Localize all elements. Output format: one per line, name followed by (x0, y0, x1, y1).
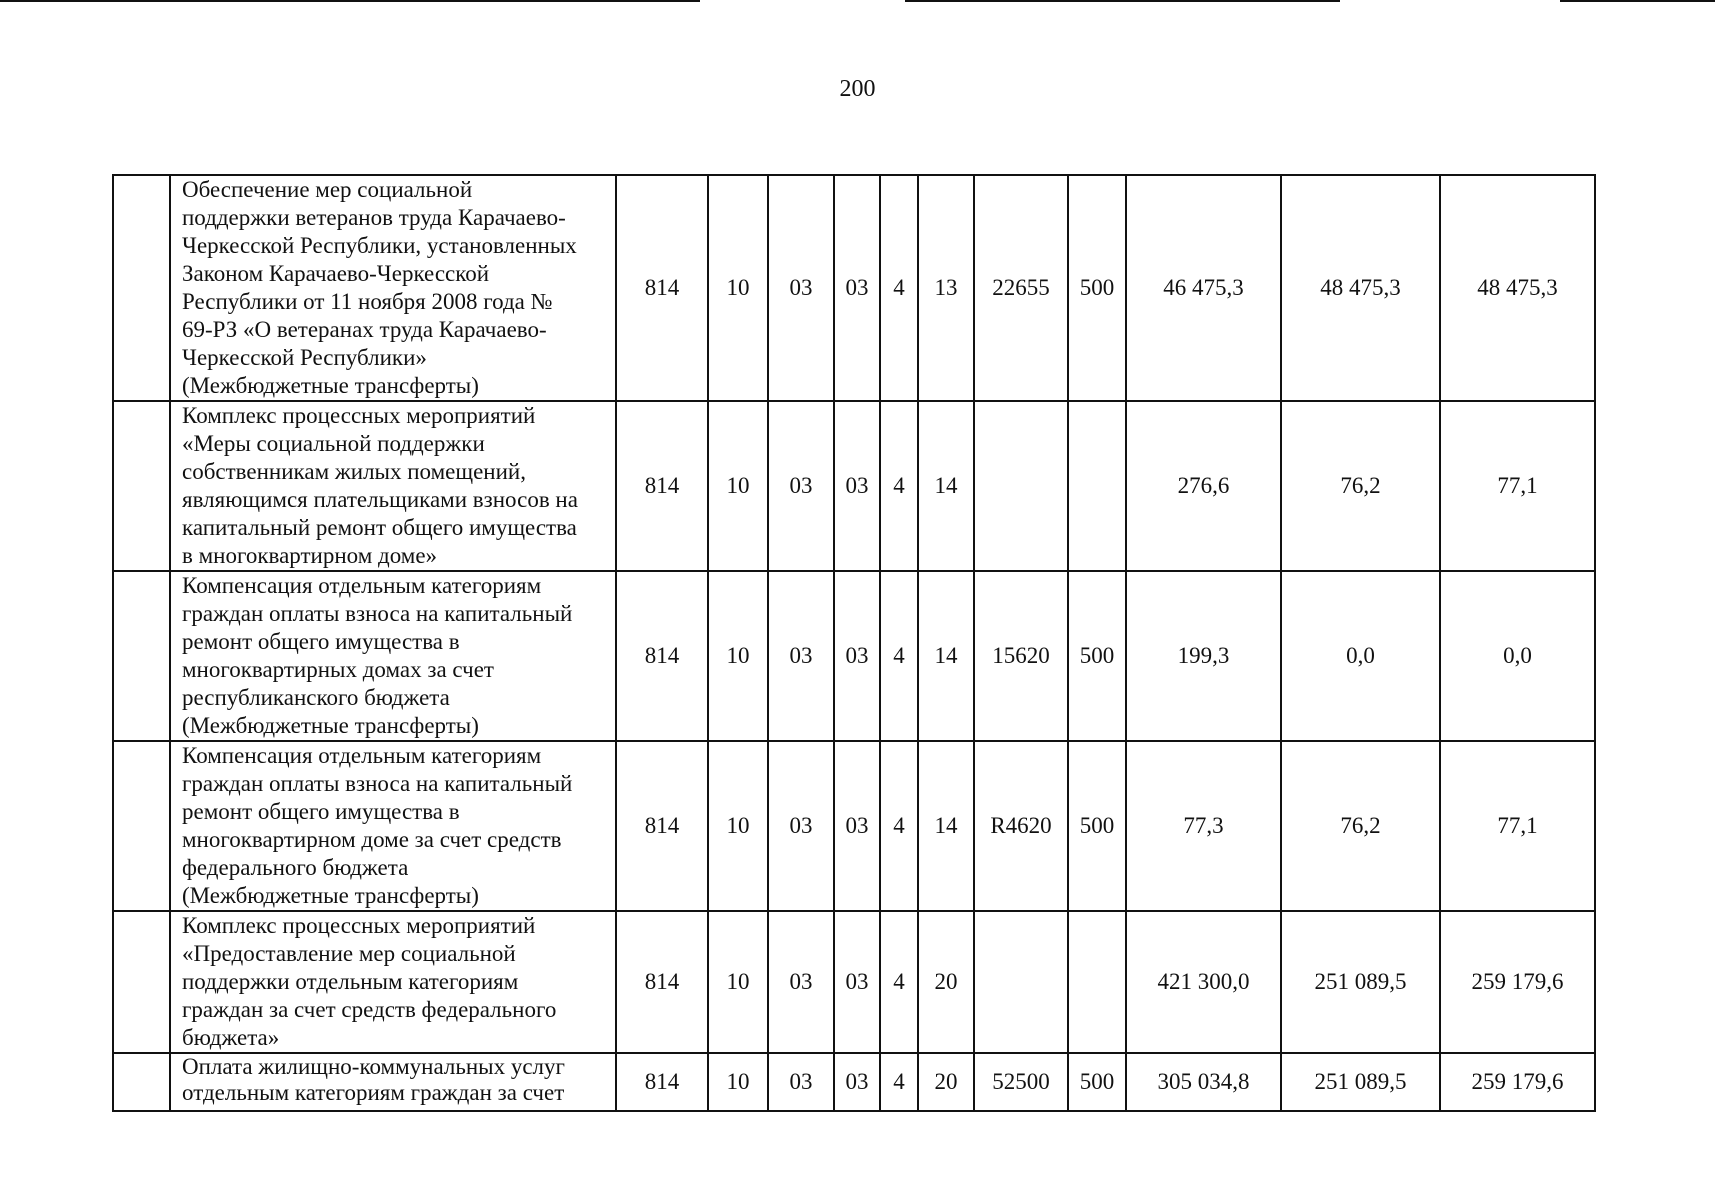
cell-amount-year3: 0,0 (1440, 571, 1595, 741)
cell-expense-type: 500 (1068, 741, 1126, 911)
cell-program: 03 (834, 571, 880, 741)
row-description: Оплата жилищно-коммунальных услуг отдельным категориям граждан за счет (170, 1053, 616, 1111)
cell-subsection: 03 (768, 741, 834, 911)
cell-section: 10 (708, 741, 768, 911)
cell-section: 10 (708, 401, 768, 571)
cell-amount-year3: 48 475,3 (1440, 175, 1595, 401)
cell-program-element: 20 (918, 911, 974, 1053)
cell-expense-type (1068, 911, 1126, 1053)
cell-program-element: 13 (918, 175, 974, 401)
cell-expense-type: 500 (1068, 571, 1126, 741)
table-row (113, 1053, 1595, 1111)
cell-program-element: 20 (918, 1053, 974, 1111)
cell-amount-year1: 305 034,8 (1126, 1053, 1281, 1111)
cell-amount-year3: 77,1 (1440, 401, 1595, 571)
cell-amount-year1: 276,6 (1126, 401, 1281, 571)
cell-amount-year1: 199,3 (1126, 571, 1281, 741)
cell-subsection: 03 (768, 911, 834, 1053)
cell-amount-year2: 0,0 (1281, 571, 1440, 741)
cell-subsection: 03 (768, 1053, 834, 1111)
cell-amount-year1: 77,3 (1126, 741, 1281, 911)
row-description: Комплекс процессных мероприятий «Меры социальной поддержки собственникам жилых помещений, являющимся плательщиками взносов на капитальный ремонт общего имущества в многоквартирном доме» (170, 401, 616, 571)
cell-grbs: 814 (616, 571, 708, 741)
cell-grbs: 814 (616, 741, 708, 911)
table-row (113, 911, 1595, 1053)
cell-direction: 15620 (974, 571, 1068, 741)
cell-program: 03 (834, 175, 880, 401)
row-index-cell (113, 741, 170, 911)
cell-program-type: 4 (880, 1053, 918, 1111)
cell-amount-year2: 251 089,5 (1281, 1053, 1440, 1111)
row-description: Обеспечение мер социальной поддержки ветеранов труда Карачаево- Черкесской Республики, установленных Законом Карачаево-Черкесской Республики от 11 ноября 2008 года № 69-РЗ «О ветеранах труда Карачаево- Черкесской Республики» (Межбюджетные трансферты) (170, 175, 616, 401)
cell-expense-type: 500 (1068, 175, 1126, 401)
cell-amount-year2: 251 089,5 (1281, 911, 1440, 1053)
row-description: Компенсация отдельным категориям граждан оплаты взноса на капитальный ремонт общего имущества в многоквартирном доме за счет средств федерального бюджета (Межбюджетные трансферты) (170, 741, 616, 911)
cell-grbs: 814 (616, 1053, 708, 1111)
cell-amount-year3: 77,1 (1440, 741, 1595, 911)
cell-subsection: 03 (768, 401, 834, 571)
cell-program-type: 4 (880, 175, 918, 401)
cell-program-type: 4 (880, 911, 918, 1053)
cell-section: 10 (708, 1053, 768, 1111)
cell-expense-type (1068, 401, 1126, 571)
cell-program-type: 4 (880, 401, 918, 571)
cell-amount-year1: 421 300,0 (1126, 911, 1281, 1053)
cell-direction: R4620 (974, 741, 1068, 911)
cell-program: 03 (834, 741, 880, 911)
scan-edge-mark (1560, 0, 1715, 2)
row-index-cell (113, 401, 170, 571)
table-row (113, 741, 1595, 911)
cell-grbs: 814 (616, 401, 708, 571)
cell-amount-year2: 76,2 (1281, 741, 1440, 911)
cell-amount-year3: 259 179,6 (1440, 911, 1595, 1053)
row-description: Компенсация отдельным категориям граждан оплаты взноса на капитальный ремонт общего имущества в многоквартирных домах за счет республиканского бюджета (Межбюджетные трансферты) (170, 571, 616, 741)
cell-direction: 22655 (974, 175, 1068, 401)
page-number: 200 (839, 76, 876, 102)
table-row (113, 175, 1595, 401)
row-index-cell (113, 571, 170, 741)
cell-grbs: 814 (616, 911, 708, 1053)
cell-program: 03 (834, 911, 880, 1053)
cell-amount-year2: 76,2 (1281, 401, 1440, 571)
cell-expense-type: 500 (1068, 1053, 1126, 1111)
cell-program-element: 14 (918, 741, 974, 911)
row-index-cell (113, 911, 170, 1053)
cell-program-type: 4 (880, 571, 918, 741)
cell-direction (974, 911, 1068, 1053)
cell-program-type: 4 (880, 741, 918, 911)
table-row (113, 571, 1595, 741)
cell-program: 03 (834, 401, 880, 571)
cell-amount-year3: 259 179,6 (1440, 1053, 1595, 1111)
cell-amount-year2: 48 475,3 (1281, 175, 1440, 401)
budget-table (112, 174, 1596, 1112)
scan-edge-mark (905, 0, 1340, 2)
cell-subsection: 03 (768, 571, 834, 741)
cell-section: 10 (708, 571, 768, 741)
cell-program-element: 14 (918, 401, 974, 571)
row-description: Комплекс процессных мероприятий «Предоставление мер социальной поддержки отдельным категориям граждан за счет средств федерального бюджета» (170, 911, 616, 1053)
cell-program-element: 14 (918, 571, 974, 741)
cell-amount-year1: 46 475,3 (1126, 175, 1281, 401)
cell-direction (974, 401, 1068, 571)
table-row (113, 401, 1595, 571)
cell-section: 10 (708, 911, 768, 1053)
cell-section: 10 (708, 175, 768, 401)
row-index-cell (113, 175, 170, 401)
cell-subsection: 03 (768, 175, 834, 401)
cell-program: 03 (834, 1053, 880, 1111)
row-index-cell (113, 1053, 170, 1111)
cell-grbs: 814 (616, 175, 708, 401)
cell-direction: 52500 (974, 1053, 1068, 1111)
scan-edge-mark (0, 0, 700, 2)
